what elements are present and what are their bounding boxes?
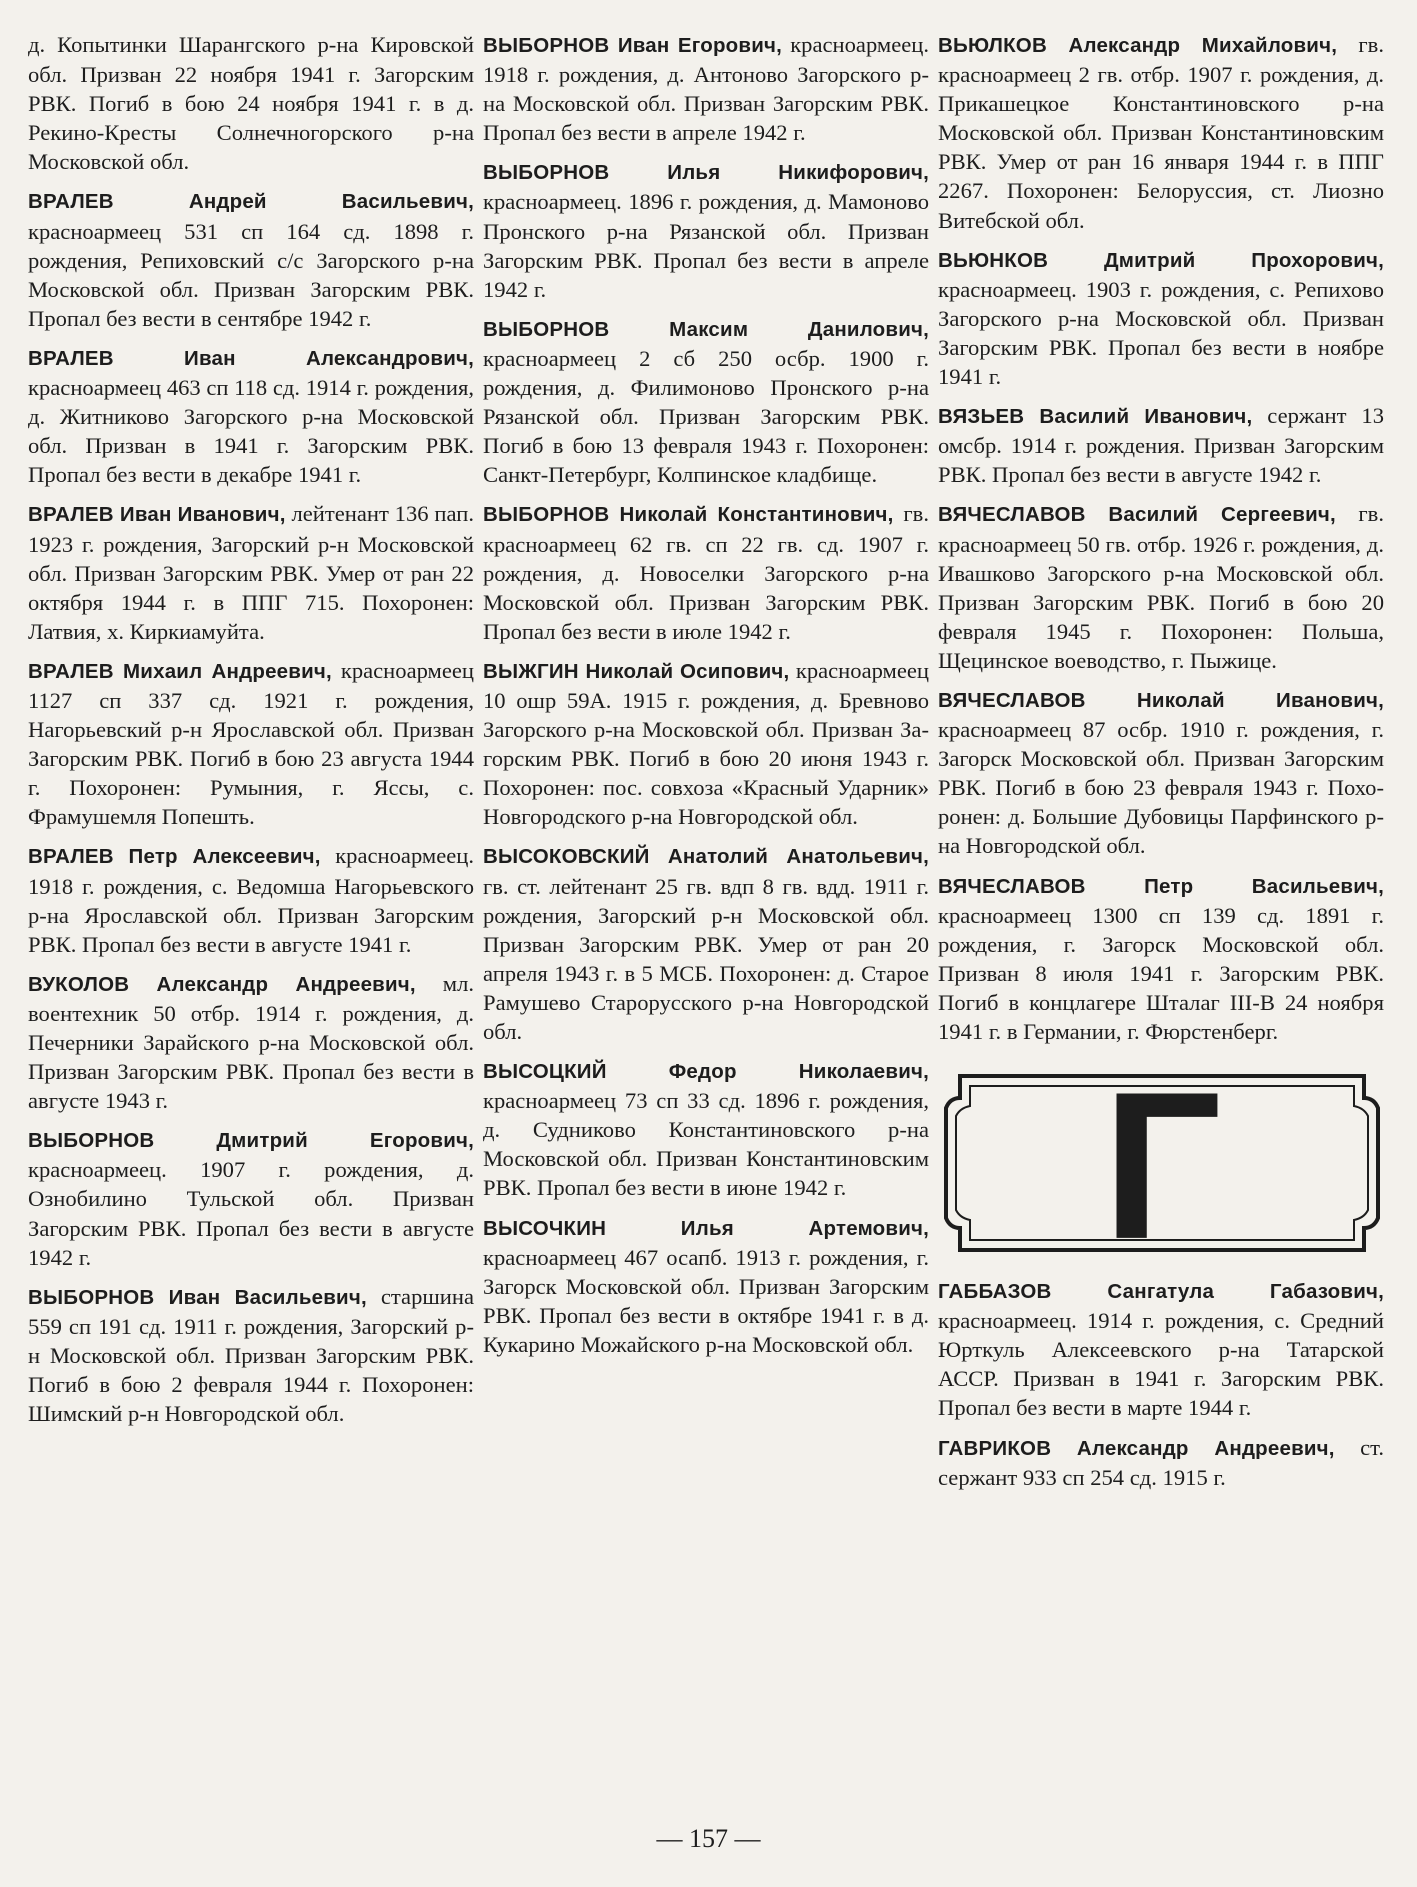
entry-name: ВЫСОКОВСКИЙ Анатолий Анатольевич, xyxy=(483,845,929,869)
entry-name: ВЫБОРНОВ Максим Данилович, xyxy=(483,317,929,341)
entry-name: ВЫЖГИН Николай Осипович, xyxy=(483,659,790,683)
entry: ВЬЮЛКОВ Александр Михайлович, гв. красноармеец 2 гв. отбр. 1907 г. рождения, д. Прикашецкое Константиновского р-на Московской обл. Призван Константиновским РВК. Умер от ран 16 января 1944 г. в ППГ 2267. Похоронен: Белоруссия, ст. Лиозно Витебской обл. xyxy=(938,32,1384,233)
page-number: — 157 — xyxy=(656,1824,761,1853)
entry-name: ВЬЮНКОВ Дмитрий Прохорович, xyxy=(938,248,1384,272)
entry-name: ВРАЛЕВ Петр Алексеевич, xyxy=(28,845,321,869)
entry: ВЫСОЧКИН Илья Артемович, красноармеец 467 осапб. 1913 г. рождения, г. Загорск Московской обл. Призван Загорским РВК. Пропал без вести в октябре 1941 г. в д. Кукарино Можайского р-на Московской обл. xyxy=(483,1216,929,1357)
entry-name: ВУКОЛОВ Александр Андреевич, xyxy=(28,972,416,996)
entry: ВЫБОРНОВ Илья Никифорович, красноармеец. 1896 г. рождения, д. Мамоново Пронского р-на Рязанской обл. Призван Загорским РВК. Пропал без вести в апреле 1942 г. xyxy=(483,161,929,302)
entry: ВРАЛЕВ Иван Александрович, красноармеец 463 сп 118 сд. 1914 г. рождения, д. Житниково Загорского р-на Московской обл. Призван в 1941 г. Загорским РВК. Пропал без вести в декабре 1941 г. xyxy=(28,346,474,488)
section-letter: Г xyxy=(1102,1068,1222,1259)
entry-name: ВЯЗЬЕВ Василий Иванович, xyxy=(938,405,1253,429)
ornamental-frame xyxy=(942,1068,1382,1258)
column-2 xyxy=(483,30,929,1369)
entry-name: ВЫБОРНОВ Николай Константинович, xyxy=(483,503,894,527)
entry-name: ВЫБОРНОВ Илья Никифорович, xyxy=(483,161,929,185)
entry: ВЯЧЕСЛАВОВ Василий Сергеевич, гв. красноармеец 50 гв. отбр. 1926 г. рождения, д. Ивашково Загорского р-на Московской обл. Призван Загорским РВК. Погиб в бою 20 февраля 1945 г. Похоронен: Польша, Щецинское воеводство, г. Пыжице. xyxy=(938,501,1384,673)
entry-name: ГАББАЗОВ Сангатула Габазович, xyxy=(938,1280,1384,1304)
entry: ВЬЮНКОВ Дмитрий Прохорович, красноармеец. 1903 г. рождения, с. Репихово Загорского р-на Московской обл. Призван Загорским РВК. Пропал без вести в ноябре 1941 г. xyxy=(938,248,1384,390)
column-3 xyxy=(938,30,1384,1502)
entry-name: ВЫБОРНОВ Дмитрий Егорович, xyxy=(28,1129,474,1153)
entry: ГАББАЗОВ Сангатула Габазович, красноармеец. 1914 г. рождения, с. Средний Юрткуль Алексеевского р-на Татарской АССР. Призван в 1941 г. Загорским РВК. Пропал без вести в марте 1944 г. xyxy=(938,1280,1384,1421)
entry: ВЫБОРНОВ Максим Данилович, красноармеец 2 сб 250 осбр. 1900 г. рождения, д. Филимоново Пронского р-на Рязанской обл. Призван Загорским РВК. Погиб в бою 13 февраля 1943 г. Похоронен: Санкт-Петербург, Колпинское кладбище. xyxy=(483,317,929,488)
entry: ВЫСОКОВСКИЙ Анатолий Анатольевич, гв. ст. лейтенант 25 гв. вдп 8 гв. вдд. 1911 г. рождения, Загорский р-н Московской обл. Призван Загорским РВК. Умер от ран 20 апреля 1943 г. в 5 МСБ. Похоронен: д. Старое Рамушево Старорусского р-на Новгородской обл. xyxy=(483,845,929,1044)
entry-name: ВЫБОРНОВ Иван Васильевич, xyxy=(28,1285,367,1309)
section-letter-block xyxy=(942,1068,1382,1258)
entry: ВЫБОРНОВ Дмитрий Егорович, красноармеец. 1907 г. рождения, д. Ознобилино Тульской обл. Призван Загорским РВК. Пропал без вести в августе 1942 г. xyxy=(28,1129,474,1270)
entry-name: ВЯЧЕСЛАВОВ Николай Иванович, xyxy=(938,688,1384,712)
entry: ВУКОЛОВ Александр Андреевич, мл. воентехник 50 отбр. 1914 г. рождения, д. Печерники Зарайского р-на Московской обл. Призван Загорским РВК. Пропал без вести в августе 1943 г. xyxy=(28,970,474,1114)
entry: ВРАЛЕВ Петр Алексеевич, красноармеец. 1918 г. рождения, с. Ведомша Нагорьевского р-на Ярославской обл. Призван Загорским РВК. Пропал без вести в августе 1941 г. xyxy=(28,843,474,957)
entry-name: ВЫБОРНОВ Иван Егорович, xyxy=(483,34,783,57)
entry: ВРАЛЕВ Андрей Васильевич, красноармеец 531 сп 164 сд. 1898 г. рождения, Репиховский с/с Загорского р-на Московской обл. Призван Загорским РВК. Пропал без вести в сентябре 1942 г. xyxy=(28,190,474,331)
entry-name: ВРАЛЕВ Михаил Андреевич, xyxy=(28,659,332,683)
entry: ВЯЧЕСЛАВОВ Николай Иванович, красноармеец 87 осбр. 1910 г. рождения, г. Загорск Московской обл. Призван Загорским РВК. Погиб в бою 23 февраля 1943 г. Похоронен: д. Большие Дубовицы Парфинского р-на Новгородской обл. xyxy=(938,688,1384,859)
entry: ВЫБОРНОВ Иван Васильевич, старшина 559 сп 191 сд. 1911 г. рождения, Загорский р-н Московской обл. Призван Загорским РВК. Погиб в бою 2 февраля 1944 г. Похоронен: Шимский р-н Новгородской обл. xyxy=(28,1283,474,1427)
entry: ВЫБОРНОВ Иван Егорович, красноармеец. 1918 г. рождения, д. Антоново Загорского р-на Московской обл. Призван Загорским РВК. Пропал без вести в апреле 1942 г. xyxy=(483,32,929,146)
entry-name: ВЬЮЛКОВ Александр Михайлович, xyxy=(938,34,1338,57)
entry: д. Копытинки Шарангского р-на Кировской обл. Призван 22 ноября 1941 г. Загорским РВК. Погиб в бою 24 ноября 1941 г. в д. Рекино-Кресты Солнечногорского р-на Московской обл. xyxy=(28,32,474,175)
entry-name: ГАВРИКОВ Александр Андреевич, xyxy=(938,1436,1335,1460)
column-1 xyxy=(28,30,474,1438)
entry-name: ВЯЧЕСЛАВОВ Петр Васильевич, xyxy=(938,874,1384,898)
entry: ВРАЛЕВ Михаил Андреевич, красноармеец 1127 сп 337 сд. 1921 г. рождения, Нагорьевский р-н Ярославской обл. Призван Загорским РВК. Погиб в бою 23 августа 1944 г. Похоронен: Румыния, г. Яссы, с. Фрамушемля Попешть. xyxy=(28,657,474,830)
entry: ВЫБОРНОВ Николай Константинович, гв. красноармеец 62 гв. сп 22 гв. сд. 1907 г. рождения, д. Новоселки Загорского р-на Московской обл. Призван Загорским РВК. Пропал без вести в июле 1942 г. xyxy=(483,501,930,644)
page xyxy=(28,30,1388,1810)
entry: ВЫЖГИН Николай Осипович, красноармеец 10 ошр 59А. 1915 г. рождения, д. Бревново Загорского р-на Московской обл. Призван Загорским РВК. Погиб в бою 20 июня 1943 г. Похоронен: пос. совхоза «Красный Ударник» Новгородского р-на Новгородской обл. xyxy=(483,657,930,830)
entry-name: ВРАЛЕВ Андрей Васильевич, xyxy=(28,190,474,214)
entry-name: ВРАЛЕВ Иван Иванович, xyxy=(28,503,286,527)
entry: ВЯЧЕСЛАВОВ Петр Васильевич, красноармеец 1300 сп 139 сд. 1891 г. рождения, г. Загорск Московской обл. Призван 8 июля 1941 г. Загорским РВК. Погиб в концлагере Шталаг III-B 24 ноября 1941 г. в Германии, г. Фюрстенберг. xyxy=(938,874,1384,1044)
entry: ВЯЗЬЕВ Василий Иванович, сержант 13 омсбр. 1914 г. рождения. Призван Загорским РВК. Пропал без вести в августе 1942 г. xyxy=(938,403,1385,488)
entry: ВРАЛЕВ Иван Иванович, лейтенант 136 пап. 1923 г. рождения, Загорский р-н Московской обл. Призван Загорским РВК. Умер от ран 22 октября 1944 г. в ППГ 715. Похоронен: Латвия, х. Киркиамуйта. xyxy=(28,501,474,644)
entry-name: ВЫСОЦКИЙ Федор Николаевич, xyxy=(483,1060,929,1084)
entry-name: ВЯЧЕСЛАВОВ Василий Сергеевич, xyxy=(938,503,1336,527)
entry-name: ВРАЛЕВ Иван Александрович, xyxy=(28,346,474,370)
entry-name: ВЫСОЧКИН Илья Артемович, xyxy=(483,1216,929,1240)
entry: ГАВРИКОВ Александр Андреевич, ст. сержант 933 сп 254 сд. 1915 г. xyxy=(938,1434,1385,1490)
entry: ВЫСОЦКИЙ Федор Николаевич, красноармеец 73 сп 33 сд. 1896 г. рождения, д. Судниково Константиновского р-на Московской обл. Призван Константиновским РВК. Пропал без вести в июне 1942 г. xyxy=(483,1060,929,1201)
